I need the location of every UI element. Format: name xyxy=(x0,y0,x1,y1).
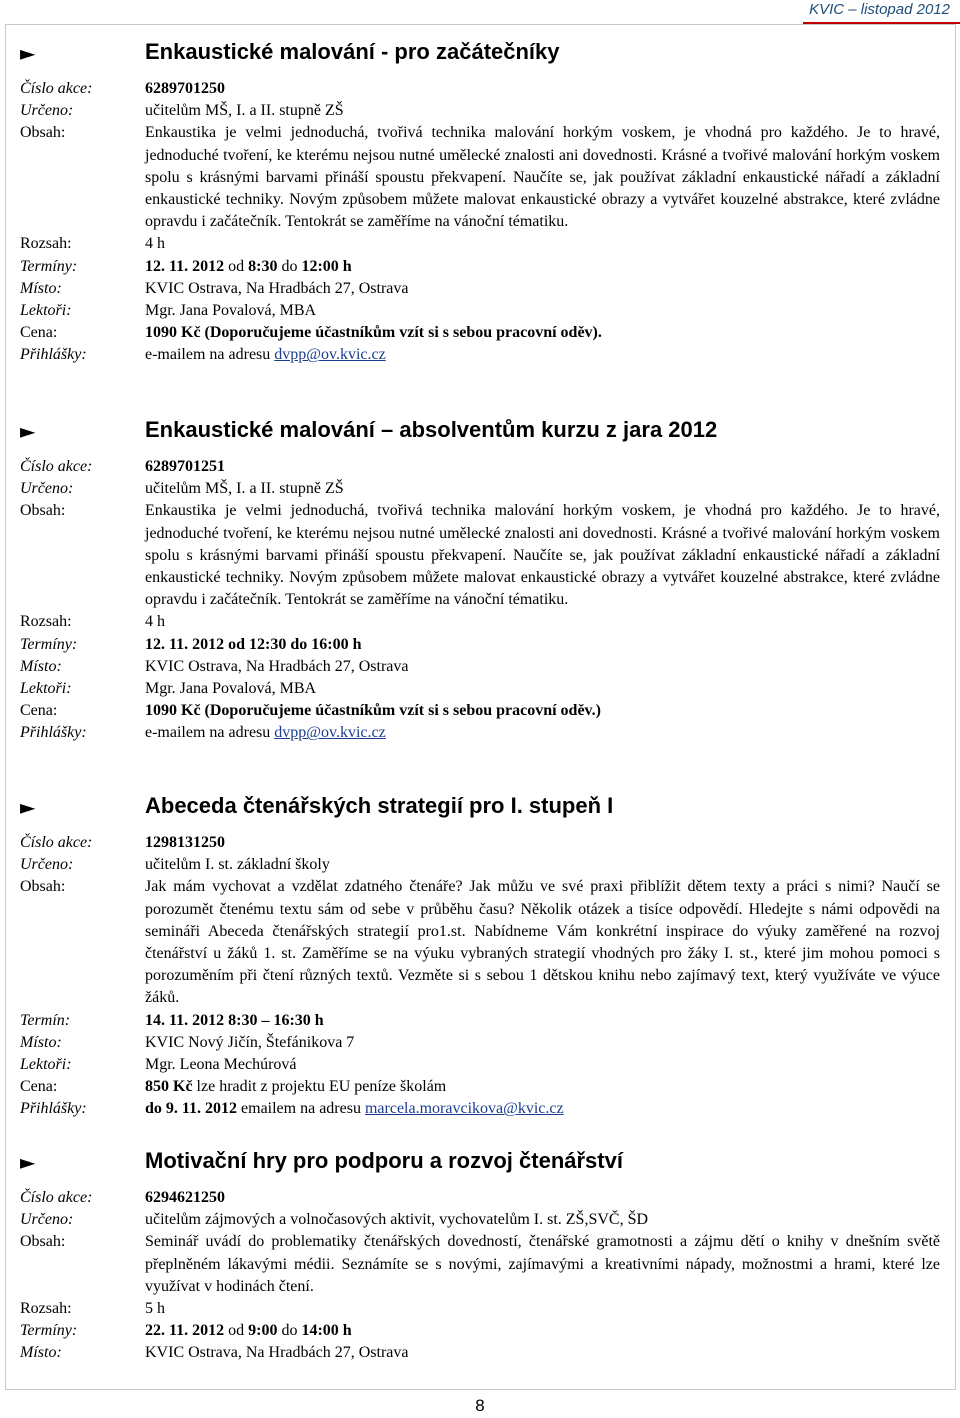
course-place: KVIC Ostrava, Na Hradbách 27, Ostrava xyxy=(145,279,409,297)
price-amount: 850 Kč xyxy=(145,1078,193,1096)
page-number: 8 xyxy=(475,1396,485,1415)
course-audience: učitelům MŠ, I. a II. stupně ZŠ xyxy=(145,102,344,120)
signup-email-link[interactable]: dvpp@ov.kvic.cz xyxy=(274,724,386,742)
course-number-row xyxy=(20,78,940,100)
label-obsah: Obsah: xyxy=(20,502,66,520)
course-title: Enkaustické malování – absolventům kurzu z jara 2012 xyxy=(145,417,718,442)
course-title-row xyxy=(20,416,940,456)
content-row xyxy=(20,500,940,611)
arrow-icon: ► xyxy=(20,795,36,819)
label-obsah: Obsah: xyxy=(20,878,66,896)
label-cena: Cena: xyxy=(20,1078,58,1096)
lecturer-row xyxy=(20,678,940,700)
label-lektori: Lektoři: xyxy=(20,1056,72,1074)
course-audience: učitelům MŠ, I. a II. stupně ZŠ xyxy=(145,480,344,498)
label-cislo-akce: Číslo akce: xyxy=(20,458,93,475)
date-row xyxy=(20,634,940,656)
audience-row xyxy=(20,1209,940,1231)
signup-email-link[interactable]: marcela.moravcikova@kvic.cz xyxy=(364,1100,564,1118)
course-signup xyxy=(145,1098,940,1120)
course-signup xyxy=(145,722,940,744)
course-place: KVIC Ostrava, Na Hradbách 27, Ostrava xyxy=(145,1344,409,1362)
label-termin: Termín: xyxy=(20,1011,71,1029)
course-number-row xyxy=(20,456,940,478)
course-title: Enkaustické malování - pro začátečníky xyxy=(145,39,560,64)
footer-divider xyxy=(5,1389,955,1390)
price-row xyxy=(20,322,940,344)
signup-text: e-mailem na adresu xyxy=(145,724,275,742)
course-date: 12. 11. 2012 od 12:30 do 16:00 h xyxy=(145,635,362,653)
course-place: KVIC Ostrava, Na Hradbách 27, Ostrava xyxy=(145,657,409,675)
course-title: Abeceda čtenářských strategií pro I. stupeň I xyxy=(145,793,614,818)
running-header-title: KVIC – listopad 2012 xyxy=(809,1,950,18)
course-content: Seminář uvádí do problematiky čtenářských dovedností, čtenářské gramotnosti a zájmu dětí o knihy v dnešním světě přeplněném lákavými médii. Seznámíte se s novými, zajímavými a kreativními nápady, možnostmi a hrami, které lze využívat v hodinách čtení. xyxy=(145,1233,940,1295)
date-row xyxy=(20,1010,940,1032)
label-prihlasky: Přihlášky: xyxy=(20,346,87,364)
signup-row xyxy=(20,344,940,366)
label-prihlasky: Přihlášky: xyxy=(20,724,87,742)
label-misto: Místo: xyxy=(20,1344,62,1362)
signup-text: e-mailem na adresu xyxy=(145,346,275,364)
audience-row xyxy=(20,100,940,122)
course-number-row xyxy=(20,1187,940,1209)
signup-row xyxy=(20,1098,940,1120)
time-sep: do xyxy=(277,257,302,275)
price-row xyxy=(20,700,940,722)
signup-text: emailem na adresu xyxy=(237,1100,365,1118)
course-number: 6289701250 xyxy=(145,80,225,97)
place-row xyxy=(20,1342,940,1364)
course-content: Enkaustika je velmi jednoduchá, tvořivá technika malování horkým voskem, je vhodná pro každého. Je to hravé, jednoduché tvoření, ke kterému nejsou nutné umělecké znalosti ani dovednosti. Krásné a tvořivé malování horkým voskem spolu s krásnými barvami přináší spoustu překvapení. Naučíte se, jak používat základní enkaustické nářadí a základní enkaustické techniky. Novým způsobem můžete malovat enkaustické obrazy a vytvářet kouzelné abstrakce, které zvládne opravdu i začátečník. Tentokrát se zaměříme na vánoční tématiku. xyxy=(145,124,940,231)
label-urceno: Určeno: xyxy=(20,480,74,498)
time-to: 12:00 h xyxy=(301,257,352,275)
course-lecturer: Mgr. Jana Povalová, MBA xyxy=(145,680,317,698)
course-date xyxy=(145,1320,940,1342)
label-misto: Místo: xyxy=(20,279,62,297)
course-price xyxy=(145,1076,940,1098)
course-content: Jak mám vychovat a vzdělat zdatného čtenáře? Jak můžu ve své praxi přiblížit dětem texty a práci s nimi? Naučí se porozumět čtenému textu sám od sebe v průběhu času? Několik otázek a tisíce odpovědí. Hledejte s námi odpovědi na semináři Abeceda čtenářských strategií pro1.st. Nabídneme Vám konkrétní inspirace do výuky zaměřené na rozvoj čtenářství u žáků 1. st. Zaměříme se na výuku vybraných strategií vhodných pro žáky I. st., které jim mohou pomoci s porozuměním při čtení různých textů. Vezměte si s sebou 1 dětskou knihu nebo zajímavý text, který využíváte ve výuce žáků. xyxy=(145,878,940,1007)
place-row xyxy=(20,1032,940,1054)
course-duration: 5 h xyxy=(145,1300,165,1318)
course-place: KVIC Nový Jičín, Štefánikova 7 xyxy=(145,1033,355,1051)
label-urceno: Určeno: xyxy=(20,102,74,120)
course-audience: učitelům I. st. základní školy xyxy=(145,856,330,874)
label-cena: Cena: xyxy=(20,702,58,720)
course-signup xyxy=(145,344,940,366)
label-rozsah: Rozsah: xyxy=(20,1300,72,1318)
course-content: Enkaustika je velmi jednoduchá, tvořivá technika malování horkým voskem, je vhodná pro každého. Je to hravé, jednoduché tvoření, ke kterému nejsou nutné umělecké znalosti ani dovednosti. Krásné a tvořivé malování horkým voskem spolu s krásnými barvami přináší spoustu překvapení. Naučíte se, jak používat základní enkaustické nářadí a základní enkaustické techniky. Novým způsobem můžete malovat enkaustické obrazy a vytvářet kouzelné abstrakce, které zvládne opravdu i začátečník. Tentokrát se zaměříme na vánoční tématiku. xyxy=(145,502,940,609)
content-row xyxy=(20,876,940,1009)
course-number-row xyxy=(20,832,940,854)
content-row xyxy=(20,1231,940,1298)
course-3 xyxy=(20,792,940,1121)
label-obsah: Obsah: xyxy=(20,1233,66,1251)
course-price: 1090 Kč (Doporučujeme účastníkům vzít si s sebou pracovní oděv.) xyxy=(145,702,601,720)
label-cislo-akce: Číslo akce: xyxy=(20,80,93,97)
course-number: 6289701251 xyxy=(145,458,225,475)
arrow-icon: ► xyxy=(20,41,36,65)
time-from: 8:30 xyxy=(248,257,278,275)
course-date xyxy=(145,256,940,278)
course-lecturer: Mgr. Leona Mechúrová xyxy=(145,1056,297,1074)
label-lektori: Lektoři: xyxy=(20,680,72,698)
course-duration: 4 h xyxy=(145,613,165,631)
label-lektori: Lektoři: xyxy=(20,302,72,320)
label-cislo-akce: Číslo akce: xyxy=(20,834,93,851)
lecturer-row xyxy=(20,1054,940,1076)
content-row xyxy=(20,122,940,233)
place-row xyxy=(20,656,940,678)
course-title-row xyxy=(20,38,940,78)
course-number: 1298131250 xyxy=(145,834,225,851)
signup-deadline: do 9. 11. 2012 xyxy=(145,1100,238,1118)
course-title: Motivační hry pro podporu a rozvoj čtenářství xyxy=(145,1148,623,1173)
label-obsah: Obsah: xyxy=(20,124,66,142)
price-row xyxy=(20,1076,940,1098)
duration-row xyxy=(20,1298,940,1320)
arrow-icon: ► xyxy=(20,1150,36,1174)
duration-row xyxy=(20,611,940,633)
course-date: 14. 11. 2012 8:30 – 16:30 h xyxy=(145,1011,324,1029)
course-price: 1090 Kč (Doporučujeme účastníkům vzít si s sebou pracovní oděv). xyxy=(145,324,602,342)
label-terminy: Termíny: xyxy=(20,1322,78,1340)
date-mid: od xyxy=(224,257,249,275)
label-terminy: Termíny: xyxy=(20,635,78,653)
duration-row xyxy=(20,233,940,255)
course-title-row xyxy=(20,792,940,832)
signup-row xyxy=(20,722,940,744)
signup-email-link[interactable]: dvpp@ov.kvic.cz xyxy=(274,346,386,364)
audience-row xyxy=(20,478,940,500)
course-title-row xyxy=(20,1147,940,1187)
label-urceno: Určeno: xyxy=(20,1211,74,1229)
place-row xyxy=(20,278,940,300)
date-value: 12. 11. 2012 xyxy=(145,257,225,275)
date-value: 22. 11. 2012 xyxy=(145,1322,225,1340)
course-number: 6294621250 xyxy=(145,1189,225,1206)
lecturer-row xyxy=(20,300,940,322)
course-duration: 4 h xyxy=(145,235,165,253)
label-terminy: Termíny: xyxy=(20,257,78,275)
running-header xyxy=(809,0,950,22)
label-urceno: Určeno: xyxy=(20,856,74,874)
date-row xyxy=(20,1320,940,1342)
course-1 xyxy=(20,38,940,367)
course-4 xyxy=(20,1147,940,1365)
label-misto: Místo: xyxy=(20,1033,62,1051)
course-2 xyxy=(20,416,940,745)
label-prihlasky: Přihlášky: xyxy=(20,1100,87,1118)
label-cena: Cena: xyxy=(20,324,58,342)
label-rozsah: Rozsah: xyxy=(20,613,72,631)
date-row xyxy=(20,256,940,278)
time-from: 9:00 xyxy=(248,1322,278,1340)
label-rozsah: Rozsah: xyxy=(20,235,72,253)
price-note: lze hradit z projektu EU peníze školám xyxy=(192,1078,447,1096)
label-cislo-akce: Číslo akce: xyxy=(20,1189,93,1206)
arrow-icon: ► xyxy=(20,419,36,443)
label-misto: Místo: xyxy=(20,657,62,675)
audience-row xyxy=(20,854,940,876)
course-audience: učitelům zájmových a volnočasových aktivit, vychovatelům I. st. ZŠ,SVČ, ŠD xyxy=(145,1211,649,1229)
date-mid: od xyxy=(224,1322,249,1340)
time-sep: do xyxy=(277,1322,302,1340)
course-lecturer: Mgr. Jana Povalová, MBA xyxy=(145,302,317,320)
time-to: 14:00 h xyxy=(301,1322,352,1340)
